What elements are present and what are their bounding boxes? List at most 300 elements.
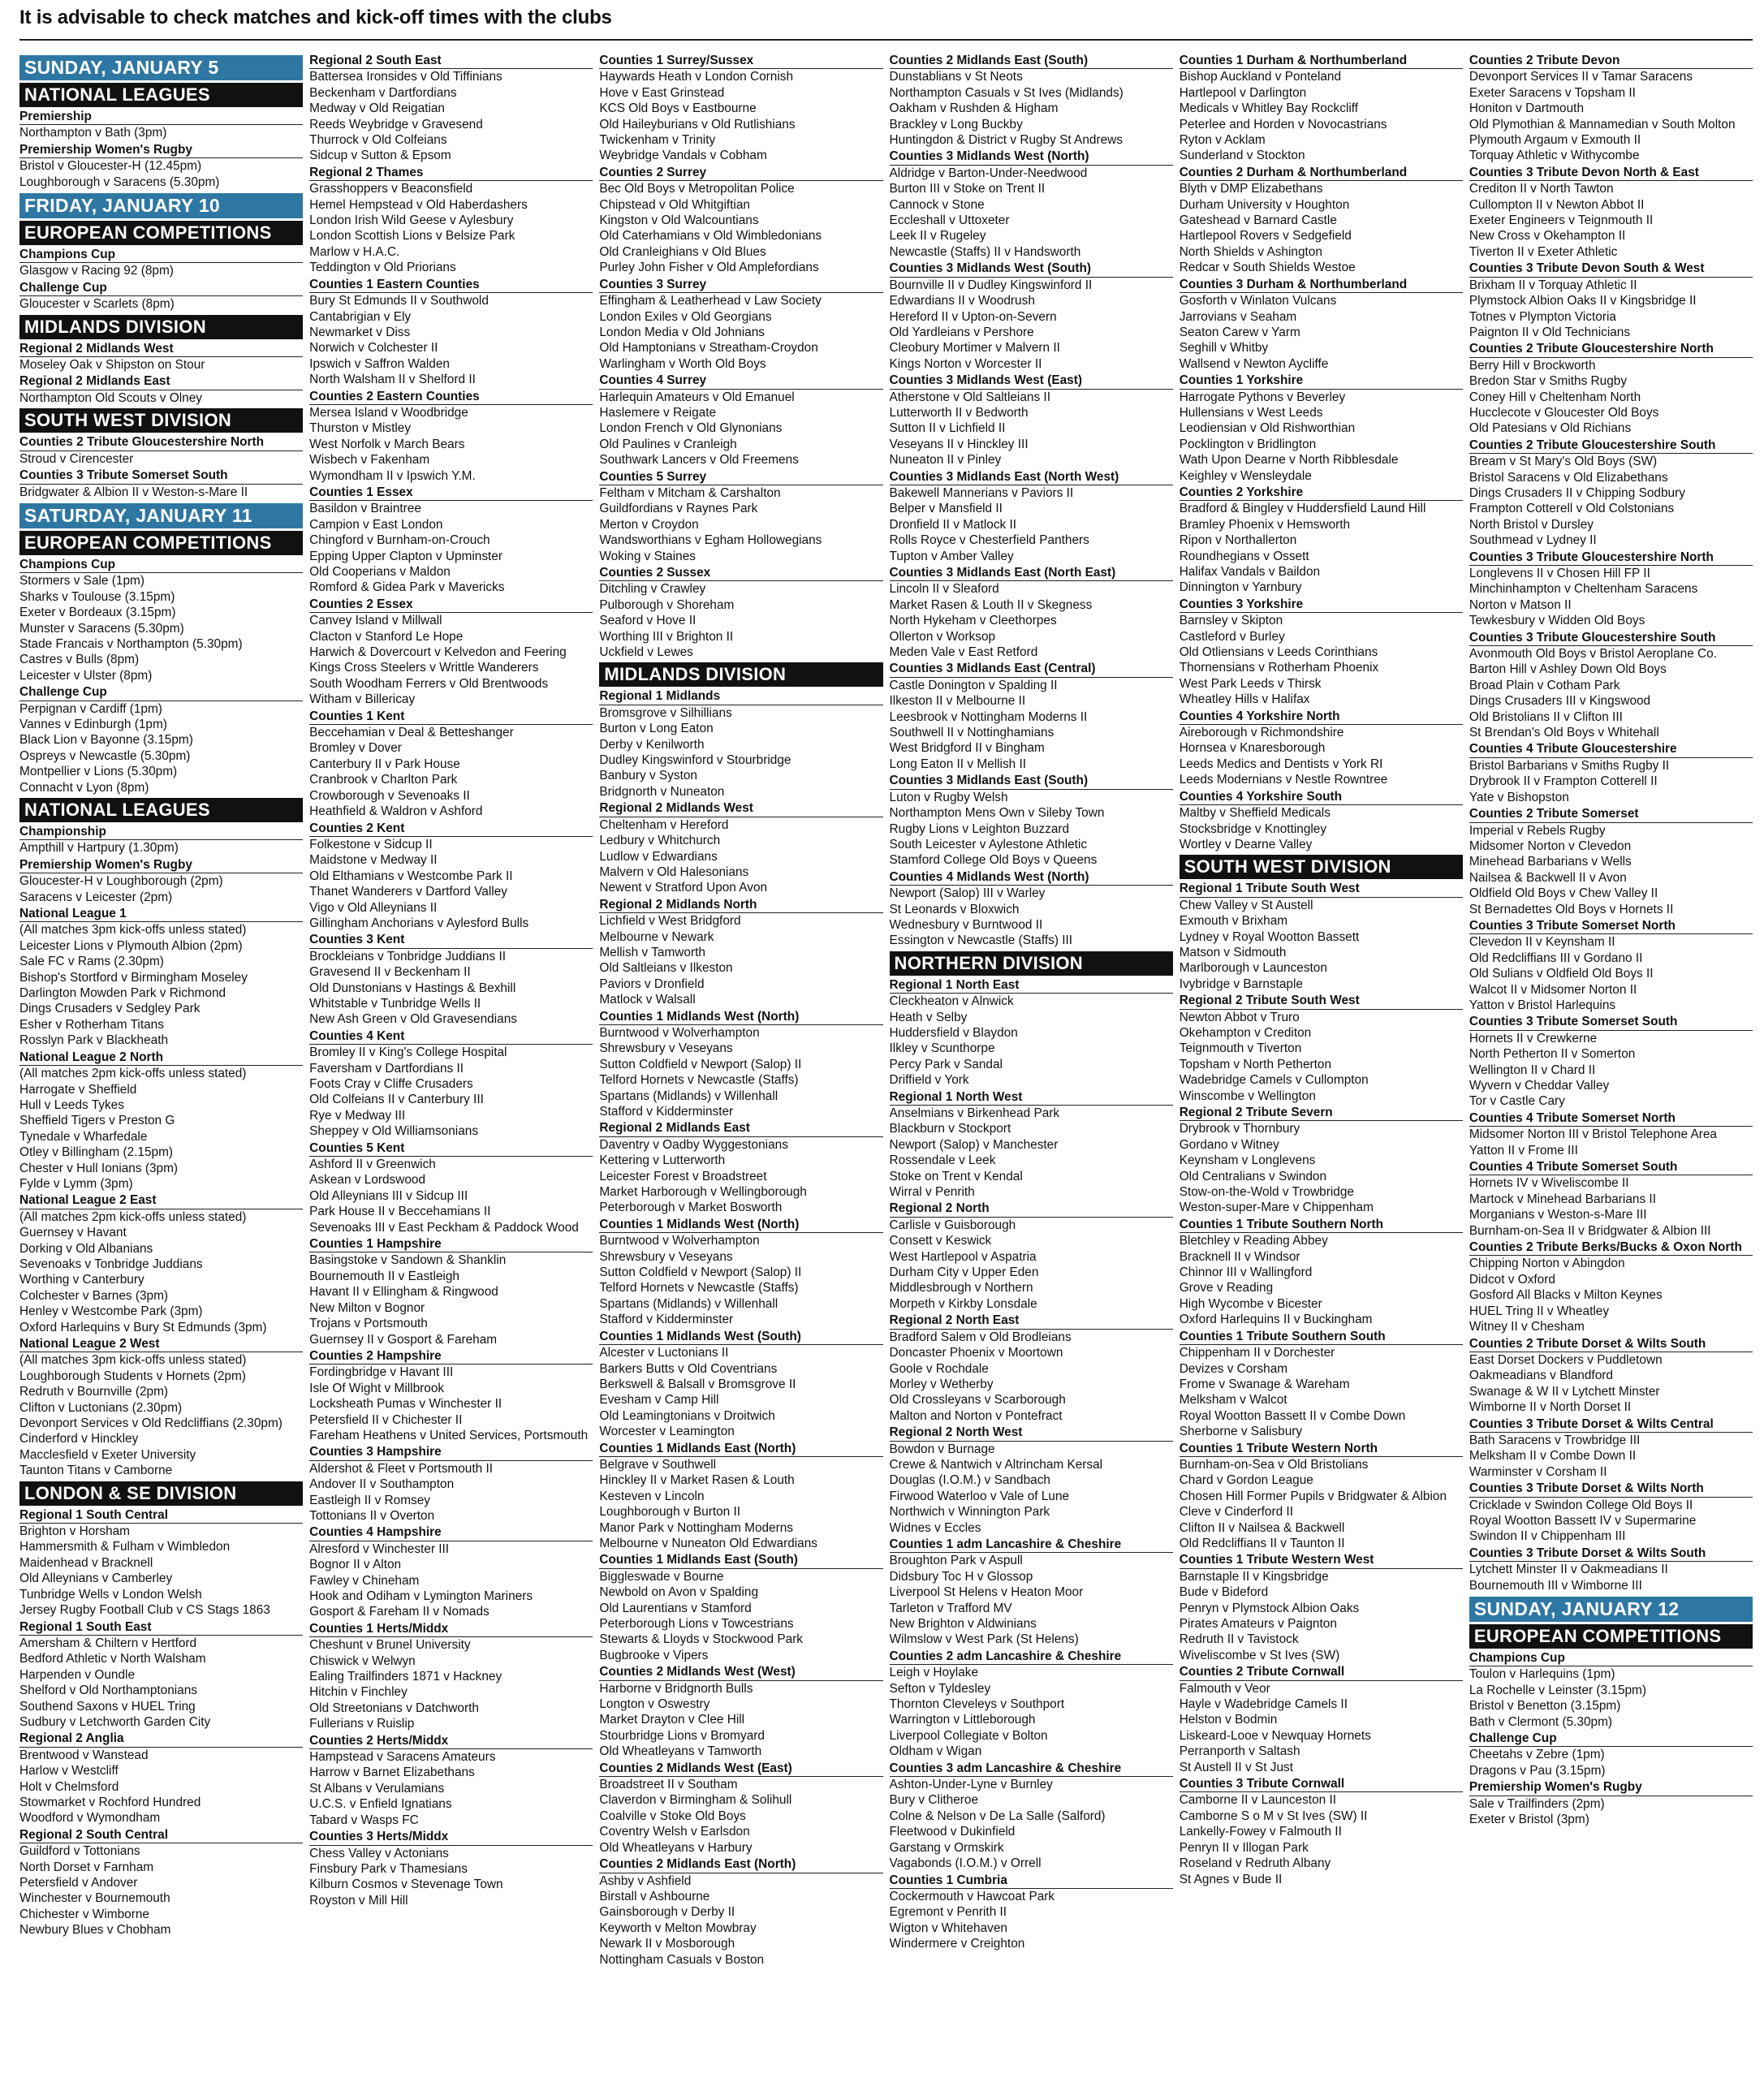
fixture-line: Harborne v Bridgnorth Bulls: [599, 1681, 753, 1696]
competition-heading: Counties 4 Midlands West (North): [890, 869, 1173, 886]
competition-heading: Counties 3 Kent: [309, 932, 593, 948]
competition-heading: Counties 1 Midlands East (North): [599, 1441, 882, 1457]
fixture-line: Vagabonds (I.O.M.) v Orrell: [889, 1856, 1042, 1871]
fixtures-column-1: [19, 52, 303, 2073]
fixture-line: Bishop's Stortford v Birmingham Moseley: [19, 970, 248, 985]
fixture-line: Cockermouth v Hawcoat Park: [889, 1889, 1055, 1903]
fixture-line: Cheltenham v Hereford: [599, 817, 729, 832]
fixture-line: Stafford v Kidderminster: [599, 1313, 734, 1327]
fixture-line: Black Lion v Bayonne (3.15pm): [19, 733, 193, 748]
fixture-line: Norwich v Colchester II: [309, 341, 438, 356]
fixture-line: Clifton II v Nailsea & Backwell: [1179, 1520, 1345, 1535]
fixture-line: Bury v Clitheroe: [889, 1793, 979, 1808]
fixture-line: Morganians v Weston-s-Mare III: [1469, 1208, 1647, 1222]
fixture-line: Sutton Coldfield v Newport (Salop) II: [599, 1265, 802, 1280]
fixture-line: Uckfield v Lewes: [599, 645, 693, 660]
fixture-line: Kings Cross Steelers v Writtle Wanderers: [309, 661, 539, 675]
competition-heading: Counties 3 Tribute Somerset South: [1469, 1014, 1753, 1030]
fixture-line: Dings Crusaders v Sedgley Park: [19, 1002, 201, 1016]
fixture-line: Harpenden v Oundle: [19, 1667, 136, 1682]
fixture-line: Jarrovians v Seaham: [1179, 309, 1297, 324]
fixture-line: Whitstable v Tunbridge Wells II: [309, 996, 481, 1011]
fixture-line: Stroud v Cirencester: [19, 451, 134, 466]
competition-heading: Counties 1 Herts/Middx: [309, 1621, 593, 1637]
fixture-line: Sharks v Toulouse (3.15pm): [19, 589, 175, 604]
fixture-line: Sevenoaks III v East Peckham & Paddock Wood: [309, 1220, 579, 1235]
fixture-line: Newbury Blues v Chobham: [19, 1923, 171, 1938]
competition-heading: Counties 4 Hampshire: [309, 1524, 593, 1541]
fixture-line: Derby v Kenilworth: [599, 737, 705, 752]
fixture-line: Ivybridge v Barnstaple: [1179, 976, 1303, 991]
fixture-line: Bromley v Dover: [309, 741, 402, 756]
fixture-line: Andover II v Southampton: [309, 1477, 455, 1492]
fixture-line: Canvey Island v Millwall: [309, 614, 442, 628]
fixture-line: Leodiensian v Old Rishworthian: [1179, 421, 1356, 436]
fixture-line: Old Colfeians II v Canterbury III: [309, 1093, 484, 1107]
fixture-line: Harwich & Dovercourt v Kelvedon and Feering: [309, 645, 567, 660]
fixture-line: Cleobury Mortimer v Malvern II: [889, 341, 1060, 356]
fixture-line: Claverdon v Birmingham & Solihull: [599, 1793, 792, 1808]
competition-heading: Counties 2 Kent: [309, 821, 593, 837]
fixture-line: Old Caterhamians v Old Wimbledonians: [599, 229, 822, 244]
fixture-line: Midsomer Norton III v Bristol Telephone Area: [1469, 1127, 1717, 1142]
fixture-line: Durham University v Houghton: [1179, 197, 1350, 212]
fixture-line: Martock v Minehead Barbarians II: [1469, 1192, 1656, 1206]
fixture-line: Hull v Leeds Tykes: [19, 1097, 124, 1112]
fixture-line: Worthing III v Brighton II: [599, 629, 734, 644]
competition-heading: Counties 2 Midlands West (East): [599, 1761, 882, 1777]
fixture-line: Didcot v Oxford: [1469, 1272, 1555, 1287]
fixture-line: North Hykeham v Cleethorpes: [889, 614, 1057, 628]
fixture-line: Fareham Heathens v United Services, Portsmouth: [309, 1428, 589, 1442]
fixture-line: Windermere v Creighton: [889, 1937, 1025, 1951]
fixture-line: Dragons v Pau (3.15pm): [1469, 1763, 1606, 1778]
fixture-line: South Leicester v Aylestone Athletic: [889, 837, 1088, 851]
fixture-line: Brighton v Horsham: [19, 1524, 131, 1539]
fixture-line: Crowborough v Sevenoaks II: [309, 788, 470, 803]
fixture-line: Penryn v Plymstock Albion Oaks: [1179, 1601, 1360, 1615]
fixture-line: Bournemouth II v Eastleigh: [309, 1269, 459, 1283]
fixture-line: Old Wheatleyans v Tamworth: [599, 1744, 762, 1759]
fixture-line: Spartans (Midlands) v Willenhall: [599, 1089, 778, 1103]
fixture-line: Warminster v Corsham II: [1469, 1464, 1607, 1479]
fixture-line: Oakmeadians v Blandford: [1469, 1369, 1613, 1383]
fixture-line: Old Leamingtonians v Droitwich: [599, 1408, 775, 1423]
fixture-line: Guernsey v Havant: [19, 1226, 127, 1240]
fixture-line: Exeter v Bristol (3pm): [1469, 1813, 1589, 1827]
fixture-line: Tiverton II v Exeter Athletic: [1469, 244, 1618, 259]
fixture-line: Old Crossleyans v Scarborough: [889, 1393, 1066, 1408]
competition-heading: Counties 1 Essex: [309, 485, 593, 501]
fixture-line: Coalville v Stoke Old Boys: [599, 1809, 746, 1823]
competition-heading: Regional 2 Midlands East: [599, 1120, 882, 1136]
fixture-line: Stowmarket v Rochford Hundred: [19, 1795, 201, 1809]
fixture-line: Lydney v Royal Wootton Bassett: [1179, 929, 1360, 944]
fixture-line: Bristol v Gloucester-H (12.45pm): [19, 159, 202, 174]
fixture-line: Maidenhead v Bracknell: [19, 1555, 153, 1570]
fixture-line: Barnsley v Skipton: [1179, 614, 1283, 628]
fixture-line: Wednesbury v Burntwood II: [889, 917, 1043, 932]
fixture-line: Thurrock v Old Colfeians: [309, 133, 447, 148]
fixture-line: Bream v St Mary's Old Boys (SW): [1469, 455, 1658, 469]
fixture-line: Widnes v Eccles: [889, 1520, 981, 1535]
fixture-line: Fullerians v Ruislip: [309, 1717, 415, 1731]
fixture-line: Blyth v DMP Elizabethans: [1179, 182, 1323, 196]
fixture-line: Pocklington v Bridlington: [1179, 437, 1317, 451]
fixture-line: Vigo v Old Alleynians II: [309, 900, 438, 915]
fixture-line: Alresford v Winchester III: [309, 1541, 450, 1556]
fixture-line: Seaton Carew v Yarm: [1179, 325, 1300, 339]
fixture-line: Haslemere v Reigate: [599, 405, 717, 420]
fixture-line: Bristol v Benetton (3.15pm): [1469, 1699, 1621, 1714]
competition-heading: Counties 2 Herts/Middx: [309, 1733, 593, 1749]
fixtures-column-2: [309, 52, 593, 2073]
fixture-line: Berkswell & Balsall v Bromsgrove II: [599, 1377, 796, 1391]
competition-heading: Counties 2 Midlands West (West): [599, 1664, 882, 1680]
fixture-line: Hitchin v Finchley: [309, 1685, 408, 1700]
fixture-line: Sutton Coldfield v Newport (Salop) II: [599, 1057, 802, 1071]
competition-heading: Championship: [19, 824, 303, 840]
fixture-line: Newport (Salop) III v Warley: [889, 886, 1046, 901]
competition-heading: Counties 2 Tribute Somerset: [1469, 806, 1753, 822]
fixture-line: Bradford & Bingley v Huddersfield Laund Hill: [1179, 502, 1426, 516]
fixture-line: Holt v Chelmsford: [19, 1779, 119, 1794]
fixture-line: Norton v Matson II: [1469, 597, 1572, 612]
fixture-line: Birstall v Ashbourne: [599, 1889, 710, 1903]
competition-heading: Counties 2 adm Lancashire & Cheshire: [890, 1649, 1173, 1665]
competition-heading: National League 2 North: [19, 1050, 303, 1066]
fixture-line: South Woodham Ferrers v Old Brentwoods: [309, 676, 549, 691]
fixture-line: Keighley v Wensleydale: [1179, 468, 1312, 483]
fixture-line: Chingford v Burnham-on-Crouch: [309, 533, 490, 548]
fixture-line: Chinnor III v Wallingford: [1179, 1265, 1313, 1280]
fixture-line: U.C.S. v Enfield Ignatians: [309, 1797, 452, 1812]
fixture-line: Burnham-on-Sea II v Bridgwater & Albion III: [1469, 1223, 1711, 1238]
date-banner: SUNDAY, JANUARY 12: [1469, 1597, 1753, 1622]
fixture-line: Cheetahs v Zebre (1pm): [1469, 1748, 1605, 1762]
fixture-line: Hampstead v Saracens Amateurs: [309, 1750, 496, 1765]
fixture-line: Market Rasen & Louth II v Skegness: [889, 597, 1093, 612]
fixture-line: Torquay Athletic v Withycombe: [1469, 149, 1640, 163]
fixture-line: Gosport & Fareham II v Nomads: [309, 1605, 490, 1619]
fixture-line: Harrow v Barnet Elizabethans: [309, 1765, 475, 1780]
fixture-line: Ditchling v Crawley: [599, 582, 706, 597]
fixture-line: Pirates Amateurs v Paignton: [1179, 1617, 1337, 1631]
fixture-line: Helston v Bodmin: [1179, 1713, 1278, 1727]
division-banner: EUROPEAN COMPETITIONS: [19, 221, 303, 245]
fixtures-column-3: [599, 52, 882, 2073]
fixture-line: Connacht v Lyon (8pm): [19, 780, 149, 795]
fixture-line: Hullensians v West Leeds: [1179, 405, 1323, 420]
fixture-line: Malton and Norton v Pontefract: [889, 1408, 1063, 1423]
competition-heading: Counties 3 Midlands West (East): [890, 373, 1173, 389]
fixture-line: Old Elthamians v Westcombe Park II: [309, 869, 513, 883]
fixture-line: Chard v Gordon League: [1179, 1473, 1313, 1488]
fixture-line: Tottonians II v Overton: [309, 1508, 435, 1523]
fixture-line: Douglas (I.O.M.) v Sandbach: [889, 1473, 1050, 1488]
fixture-line: Old Cooperians v Maldon: [309, 565, 451, 579]
fixture-line: Harlequin Amateurs v Old Emanuel: [599, 390, 795, 404]
fixture-line: Sudbury v Letchworth Garden City: [19, 1714, 211, 1729]
fixture-line: Hartlepool v Darlington: [1179, 85, 1307, 100]
competition-heading: Premiership Women's Rugby: [19, 857, 303, 873]
fixture-line: Cranbrook v Charlton Park: [309, 773, 458, 787]
fixture-line: Chipping Norton v Abingdon: [1469, 1257, 1625, 1271]
fixture-line: Telford Hornets v Newcastle (Staffs): [599, 1281, 799, 1296]
fixture-line: Wymondham II v Ipswich Y.M.: [309, 468, 476, 483]
fixture-line: Darlington Mowden Park v Richmond: [19, 986, 226, 1001]
fixture-line: Henley v Westcombe Park (3pm): [19, 1304, 203, 1319]
fixture-line: Leicester v Ulster (8pm): [19, 668, 153, 683]
fixture-line: Roseland v Redruth Albany: [1179, 1856, 1331, 1871]
fixture-line: Bletchley v Reading Abbey: [1179, 1234, 1328, 1248]
fixture-line: Guildfordians v Raynes Park: [599, 502, 758, 516]
fixture-line: Perranporth v Saltash: [1179, 1744, 1300, 1759]
fixture-line: Liverpool Collegiate v Bolton: [889, 1728, 1048, 1743]
fixture-line: Market Harborough v Wellingborough: [599, 1185, 807, 1200]
fixture-line: Old Hamptonians v Streatham-Croydon: [599, 341, 818, 356]
fixtures-column-5: [1180, 52, 1463, 2073]
fixture-line: Liverpool St Helens v Heaton Moor: [889, 1585, 1084, 1600]
fixture-line: Northampton Casuals v St Ives (Midlands): [889, 85, 1124, 100]
fixture-line: Didsbury Toc H v Glossop: [889, 1569, 1033, 1584]
fixture-line: Woking v Staines: [599, 549, 696, 563]
competition-heading: Premiership Women's Rugby: [19, 142, 303, 158]
fixture-line: Rugby Lions v Leighton Buzzard: [889, 821, 1070, 836]
fixture-line: Chosen Hill Former Pupils v Bridgwater & Albion: [1179, 1489, 1447, 1503]
fixture-line: Bude v Bideford: [1179, 1585, 1269, 1600]
fixture-line: Burton v Long Eaton: [599, 722, 714, 736]
fixture-line: Askean v Lordswood: [309, 1173, 426, 1188]
fixture-line: Dings Crusaders II v Chipping Sodbury: [1469, 485, 1685, 500]
fixture-line: Belgrave v Southwell: [599, 1457, 717, 1472]
fixture-line: Petersfield v Andover: [19, 1876, 138, 1890]
fixture-line: Esher v Rotherham Titans: [19, 1017, 164, 1032]
fixture-line: Old Wheatleyans v Harbury: [599, 1840, 753, 1855]
page-notice: It is advisable to check matches and kick-off times with the clubs: [19, 6, 612, 28]
competition-heading: Counties 3 Tribute Devon South & West: [1469, 261, 1753, 277]
competition-heading: Counties 1 Cumbria: [890, 1873, 1173, 1889]
fixture-line: Walcot II v Midsomer Norton II: [1469, 982, 1637, 997]
fixture-line: Crewe & Nantwich v Altrincham Kersal: [889, 1457, 1103, 1472]
fixture-line: Ipswich v Saffron Walden: [309, 356, 450, 371]
fixture-line: Melksham v Walcot: [1179, 1393, 1287, 1408]
competition-heading: Counties 1 Midlands West (South): [599, 1329, 882, 1345]
competition-heading: Counties 3 Tribute Somerset North: [1469, 918, 1753, 934]
fixture-line: Wellington II v Chard II: [1469, 1063, 1596, 1077]
fixture-line: Luton v Rugby Welsh: [889, 790, 1008, 804]
fixture-line: Saracens v Leicester (2pm): [19, 890, 173, 904]
fixture-line: Witham v Billericay: [309, 692, 416, 707]
fixture-line: Oldfield Old Boys v Chew Valley II: [1469, 886, 1658, 901]
competition-heading: Counties 1 Midlands West (North): [599, 1217, 882, 1233]
fixture-line: Yatton v Bristol Harlequins: [1469, 998, 1616, 1012]
fixture-line: Melbourne v Newark: [599, 929, 714, 944]
fixture-line: Canterbury II v Park House: [309, 757, 460, 771]
fixture-line: Marlborough v Launceston: [1179, 961, 1327, 976]
fixture-line: Old Laurentians v Stamford: [599, 1601, 752, 1615]
fixture-line: Hammersmith & Fulham v Wimbledon: [19, 1540, 231, 1554]
fixture-line: Folkestone v Sidcup II: [309, 837, 433, 851]
fixture-line: Old Bristolians II v Clifton III: [1469, 709, 1623, 724]
competition-heading: Regional 2 South East: [309, 53, 593, 69]
fixture-line: Loughborough v Burton II: [599, 1505, 741, 1520]
fixture-line: Winscombe v Wellington: [1179, 1089, 1316, 1103]
fixture-line: Tabard v Wasps FC: [309, 1813, 419, 1827]
fixture-line: Wiveliscombe v St Ives (SW): [1179, 1648, 1340, 1662]
competition-heading: National League 1: [19, 906, 303, 922]
fixture-line: Chichester v Wimborne: [19, 1907, 149, 1921]
header-rule: [19, 39, 1753, 41]
competition-heading: Counties 3 Hampshire: [309, 1444, 593, 1460]
fixture-line: (All matches 2pm kick-offs unless stated): [19, 1067, 247, 1081]
fixture-line: Royston v Mill Hill: [309, 1893, 408, 1908]
competition-heading: National League 2 West: [19, 1336, 303, 1352]
fixture-line: Frome v Swanage & Wareham: [1179, 1377, 1350, 1391]
fixture-line: Telford Hornets v Newcastle (Staffs): [599, 1073, 799, 1088]
competition-heading: Regional 2 Tribute South West: [1180, 993, 1463, 1009]
fixture-line: Anselmians v Birkenhead Park: [889, 1106, 1060, 1120]
division-banner: NATIONAL LEAGUES: [19, 798, 303, 822]
fixture-line: Alcester v Luctonians II: [599, 1346, 729, 1360]
fixture-line: Oxford Harlequins v Bury St Edmunds (3pm): [19, 1320, 267, 1334]
fixture-line: Hook and Odiham v Lymington Mariners: [309, 1589, 533, 1603]
competition-heading: Counties 4 Tribute Somerset South: [1469, 1159, 1753, 1175]
fixture-line: Lutterworth II v Bedworth: [889, 405, 1029, 420]
fixture-line: London Scottish Lions v Belsize Park: [309, 229, 515, 244]
fixture-line: Northwich v Winnington Park: [889, 1505, 1050, 1520]
competition-heading: Counties 1 Tribute Western West: [1180, 1552, 1463, 1568]
fixture-line: Campion v East London: [309, 517, 443, 532]
competition-heading: Counties 1 Durham & Northumberland: [1180, 53, 1463, 69]
fixture-line: Medway v Old Reigatian: [309, 101, 445, 116]
fixture-line: Morpeth v Kirkby Lonsdale: [889, 1296, 1037, 1311]
fixture-line: Medicals v Whitley Bay Rockcliff: [1179, 101, 1359, 116]
fixture-line: Tor v Castle Cary: [1469, 1094, 1565, 1109]
fixture-line: Bakewell Mannerians v Paviors II: [889, 485, 1074, 500]
fixture-line: Wortley v Dearne Valley: [1179, 837, 1313, 851]
fixture-line: Wilmslow v West Park (St Helens): [889, 1632, 1079, 1647]
fixture-line: Thurston v Mistley: [309, 421, 412, 436]
fixture-line: Driffield v York: [889, 1073, 969, 1088]
competition-heading: Regional 1 Midlands: [599, 688, 882, 705]
fixture-line: Taunton Titans v Camborne: [19, 1464, 173, 1478]
fixture-line: Eccleshall v Uttoxeter: [889, 213, 1010, 228]
fixture-line: Witney II v Chesham: [1469, 1320, 1585, 1334]
fixture-line: Lichfield v West Bridgford: [599, 914, 741, 929]
fixture-line: Sutton II v Lichfield II: [889, 421, 1006, 436]
fixture-line: St Bernadettes Old Boys v Hornets II: [1469, 902, 1674, 916]
competition-heading: Counties 2 Eastern Counties: [309, 389, 593, 405]
fixture-line: Maltby v Sheffield Medicals: [1179, 806, 1331, 821]
fixture-line: Harlow v Westcliff: [19, 1764, 119, 1778]
date-banner: SATURDAY, JANUARY 11: [19, 503, 303, 528]
fixture-line: Percy Park v Sandal: [889, 1057, 1003, 1071]
fixture-line: North Shields v Ashington: [1179, 244, 1322, 259]
fixture-line: Matson v Sidmouth: [1179, 945, 1287, 959]
competition-heading: Counties 1 adm Lancashire & Cheshire: [890, 1537, 1173, 1553]
fixture-line: Bridgwater & Albion II v Weston-s-Mare II: [19, 485, 248, 499]
fixture-line: Wigton v Whitehaven: [889, 1921, 1007, 1935]
competition-heading: Premiership: [19, 109, 303, 125]
fixture-line: Bowdon v Burnage: [889, 1442, 995, 1456]
competition-heading: Counties 1 Tribute Southern North: [1180, 1217, 1463, 1233]
fixture-line: Plymstock Albion Oaks II v Kingsbridge II: [1469, 294, 1697, 308]
fixture-line: Longlevens II v Chosen Hill FP II: [1469, 567, 1650, 580]
fixture-line: Merton v Croydon: [599, 517, 699, 532]
fixture-line: North Dorset v Farnham: [19, 1860, 154, 1874]
fixture-line: Clevedon II v Keynsham II: [1469, 935, 1615, 950]
fixture-line: Tarleton v Trafford MV: [889, 1601, 1012, 1615]
fixture-line: Old Yardleians v Pershore: [889, 325, 1034, 339]
fixture-line: Newbold on Avon v Spalding: [599, 1585, 759, 1600]
fixture-line: Bristol Barbarians v Smiths Rugby II: [1469, 758, 1670, 773]
fixture-line: Keyworth v Melton Mowbray: [599, 1921, 757, 1935]
fixture-line: Gillingham Anchorians v Aylesford Bulls: [309, 916, 529, 930]
fixture-line: Chester v Hull Ionians (3pm): [19, 1161, 179, 1175]
fixture-line: Swindon II v Chippenham III: [1469, 1529, 1626, 1544]
fixture-line: Stourbridge Lions v Bromyard: [599, 1728, 765, 1743]
fixture-line: New Brighton v Aldwinians: [889, 1617, 1037, 1631]
fixture-line: Effingham & Leatherhead v Law Society: [599, 294, 822, 308]
fixture-line: Broad Plain v Cotham Park: [1469, 678, 1620, 692]
fixture-line: Shrewsbury v Veseyans: [599, 1041, 733, 1056]
fixture-line: Beccehamian v Deal & Betteshanger: [309, 726, 514, 740]
fixture-line: Evesham v Camp Hill: [599, 1393, 719, 1408]
fixture-line: Cannock v Stone: [889, 197, 985, 212]
fixture-line: Gainsborough v Derby II: [599, 1905, 735, 1920]
fixture-line: Old Centralians v Swindon: [1179, 1169, 1327, 1183]
fixture-line: Leek II v Rugeley: [889, 229, 986, 244]
division-banner: EUROPEAN COMPETITIONS: [1469, 1624, 1753, 1649]
fixture-line: Romford & Gidea Park v Mavericks: [309, 580, 505, 595]
fixture-line: Bramley Phoenix v Hemsworth: [1179, 517, 1351, 532]
fixture-line: Clacton v Stanford Le Hope: [309, 629, 464, 644]
fixture-line: Coney Hill v Cheltenham North: [1469, 390, 1641, 404]
competition-heading: Counties 1 Yorkshire: [1180, 373, 1463, 389]
fixture-line: Hartlepool Rovers v Sedgefield: [1179, 229, 1352, 244]
fixture-line: Hereford II v Upton-on-Severn: [889, 309, 1057, 324]
fixture-line: Redruth II v Tavistock: [1179, 1632, 1299, 1647]
fixture-line: Teddington v Old Priorians: [309, 261, 456, 275]
competition-heading: Counties 4 Tribute Somerset North: [1469, 1110, 1753, 1127]
fixture-line: Heathfield & Waldron v Ashford: [309, 804, 483, 819]
fixture-line: Melbourne v Nuneaton Old Edwardians: [599, 1536, 817, 1550]
fixture-line: Exeter Engineers v Teignmouth II: [1469, 213, 1654, 228]
fixture-line: Leigh v Hoylake: [889, 1666, 979, 1680]
fixture-line: Burntwood v Wolverhampton: [599, 1234, 760, 1248]
fixture-line: Redruth v Bournville (2pm): [19, 1385, 169, 1399]
fixture-line: Old Cranleighians v Old Blues: [599, 244, 766, 259]
competition-heading: Counties 3 Herts/Middx: [309, 1829, 593, 1845]
fixture-line: Tewkesbury v Widden Old Boys: [1469, 614, 1645, 628]
fixture-line: Paignton II v Old Technicians: [1469, 325, 1631, 339]
fixture-line: Hove v East Grinstead: [599, 85, 725, 100]
fixture-line: Ashby v Ashfield: [599, 1873, 692, 1888]
fixture-line: Bec Old Boys v Metropolitan Police: [599, 182, 795, 196]
fixture-line: Wadebridge Camels v Cullompton: [1179, 1073, 1369, 1088]
competition-heading: Counties 4 Kent: [309, 1028, 593, 1045]
date-banner: SUNDAY, JANUARY 5: [19, 55, 303, 80]
fixture-line: Devizes v Corsham: [1179, 1361, 1288, 1376]
fixture-line: Rye v Medway III: [309, 1108, 406, 1123]
competition-heading: Counties 2 Tribute Cornwall: [1180, 1664, 1463, 1680]
fixture-line: Broughton Park v Aspull: [889, 1554, 1023, 1568]
fixture-line: Bishop Auckland v Ponteland: [1179, 70, 1342, 84]
fixture-line: Gordano v Witney: [1179, 1137, 1279, 1152]
fixture-line: Sheffield Tigers v Preston G: [19, 1114, 175, 1128]
fixture-line: Melksham II v Combe Down II: [1469, 1449, 1637, 1464]
